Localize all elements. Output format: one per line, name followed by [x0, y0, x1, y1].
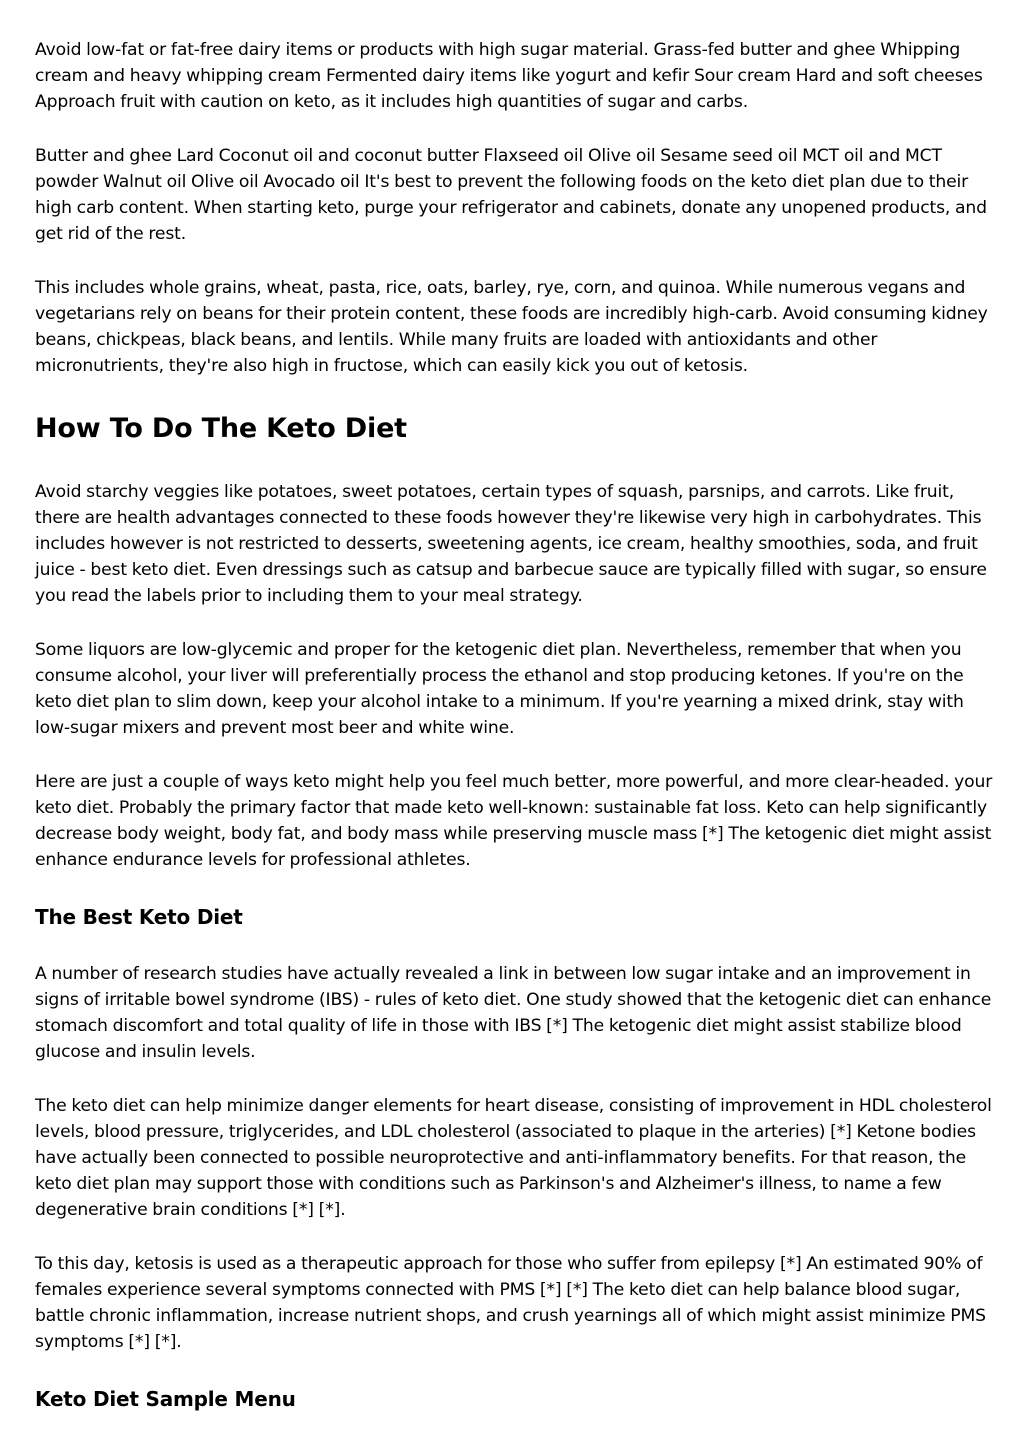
paragraph-ibs: A number of research studies have actually revealed a link in between low sugar intake and an improvement in signs of irritable bowel syndrome (IBS) - rules of keto diet. One study showed that the ketogenic diet can enhance stomach discomfort and total quality of life in those with IBS [*] The ketogenic diet might assist stabilize blood glucose and insulin levels.	[35, 964, 992, 1062]
heading-best-keto-diet: The Best Keto Diet	[35, 905, 243, 929]
paragraph-starchy-veggies: Avoid starchy veggies like potatoes, sweet potatoes, certain types of squash, parsnips, and carrots. Like fruit, there are health advantages connected to these foods however they're likewise very high in carbohydrates. This includes however is not restricted to desserts, sweetening agents, ice cream, healthy smoothies, soda, and fruit juice - best keto diet. Even dressings such as catsup and barbecue sauce are typically filled with sugar, so ensure you read the labels prior to including them to your meal strategy.	[35, 482, 987, 606]
heading-how-to-do-keto: How To Do The Keto Diet	[35, 413, 407, 444]
paragraph-heart-disease: The keto diet can help minimize danger elements for heart disease, consisting of improvement in HDL cholesterol levels, blood pressure, triglycerides, and LDL cholesterol (associated to plaque in the arteries) [*] Ketone bodies have actually been connected to possible neuroprotective and anti-inflammatory benefits. For that reason, the keto diet plan may support those with conditions such as Parkinson's and Alzheimer's illness, to name a few degenerative brain conditions [*] [*].	[35, 1096, 992, 1220]
paragraph-grains-beans: This includes whole grains, wheat, pasta, rice, oats, barley, rye, corn, and quinoa. While numerous vegans and vegetarians rely on beans for their protein content, these foods are incredibly high-carb. Avoid consuming kidney beans, chickpeas, black beans, and lentils. While many fruits are loaded with antioxidants and other micronutrients, they're also high in fructose, which can easily kick you out of ketosis.	[35, 278, 988, 376]
paragraph-fats-oils: Butter and ghee Lard Coconut oil and coconut butter Flaxseed oil Olive oil Sesame seed oil MCT oil and MCT powder Walnut oil Olive oil Avocado oil It's best to prevent the following foods on the keto diet plan due to their high carb content. When starting keto, purge your refrigerator and cabinets, donate any unopened products, and get rid of the rest.	[35, 146, 987, 244]
paragraph-benefits: Here are just a couple of ways keto might help you feel much better, more powerful, and more clear-headed. your keto diet. Probably the primary factor that made keto well-known: sustainable fat loss. Keto can help significantly decrease body weight, body fat, and body mass while preserving muscle mass [*] The ketogenic diet might assist enhance endurance levels for professional athletes.	[35, 772, 993, 870]
paragraph-epilepsy-pms: To this day, ketosis is used as a therapeutic approach for those who suffer from epilepsy [*] An estimated 90% of females experience several symptoms connected with PMS [*] [*] The keto diet can help balance blood sugar, battle chronic inflammation, increase nutrient shops, and crush yearnings all of which might assist minimize PMS symptoms [*] [*].	[35, 1254, 986, 1352]
paragraph-dairy: Avoid low-fat or fat-free dairy items or products with high sugar material. Grass-fed butter and ghee Whipping cream and heavy whipping cream Fermented dairy items like yogurt and kefir Sour cream Hard and soft cheeses Approach fruit with caution on keto, as it includes high quantities of sugar and carbs.	[35, 40, 983, 112]
article-body	[35, 37, 995, 1413]
paragraph-liquors: Some liquors are low-glycemic and proper for the ketogenic diet plan. Nevertheless, remember that when you consume alcohol, your liver will preferentially process the ethanol and stop producing ketones. If you're on the keto diet plan to slim down, keep your alcohol intake to a minimum. If you're yearning a mixed drink, stay with low-sugar mixers and prevent most beer and white wine.	[35, 640, 964, 738]
heading-sample-menu: Keto Diet Sample Menu	[35, 1387, 296, 1411]
